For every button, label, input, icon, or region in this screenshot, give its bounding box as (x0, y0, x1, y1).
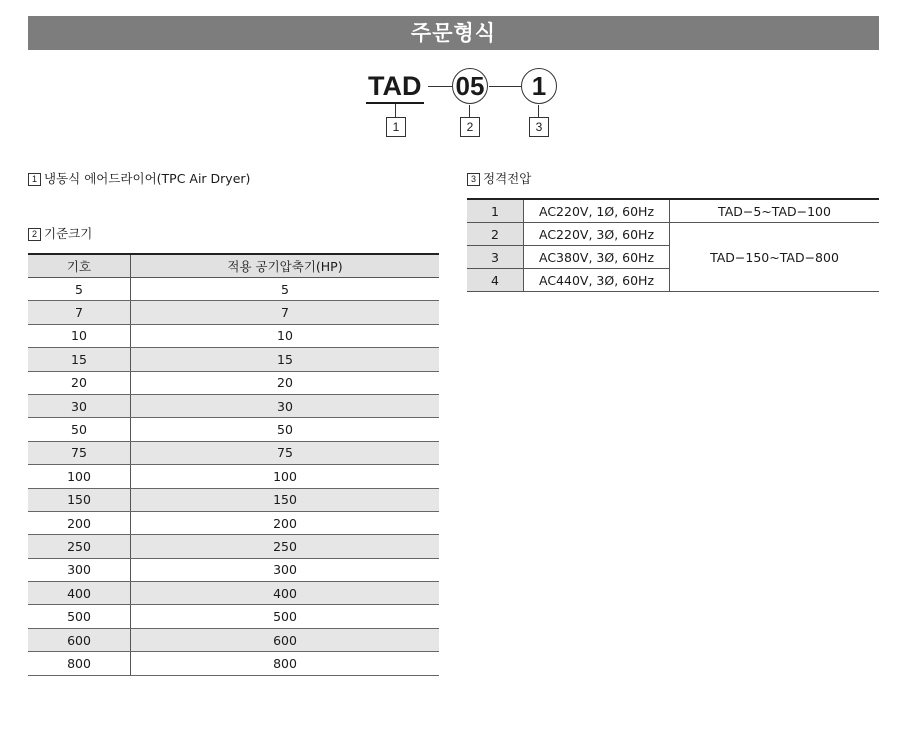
table-row (28, 278, 439, 301)
table-row (28, 371, 439, 394)
size-hp-cell: 10 (131, 324, 440, 347)
section3-number: 3 (467, 173, 480, 186)
section2-number: 2 (28, 228, 41, 241)
size-hp-cell: 500 (131, 605, 440, 628)
page-title: 주문형식 (28, 16, 879, 50)
code-marker-1: 1 (386, 117, 406, 137)
size-hp-cell: 7 (131, 301, 440, 324)
code-connector-1 (395, 104, 396, 117)
voltage-model-range: TAD−150~TAD−800 (670, 223, 880, 292)
table-row (28, 418, 439, 441)
section1-number: 1 (28, 173, 41, 186)
size-code-cell: 400 (28, 582, 131, 605)
size-code-cell: 5 (28, 278, 131, 301)
table-row (28, 301, 439, 324)
size-code-cell: 250 (28, 535, 131, 558)
voltage-code: 1 (467, 199, 524, 223)
table-row (28, 394, 439, 417)
table-row (28, 511, 439, 534)
section3-label (467, 171, 531, 187)
code-connector-2 (469, 105, 470, 117)
code-size-circle: 05 (452, 68, 488, 104)
code-connector-3 (538, 105, 539, 117)
size-code-cell: 20 (28, 371, 131, 394)
table-row (28, 488, 439, 511)
size-header-hp: 적용 공기압축기(HP) (131, 254, 440, 278)
size-hp-cell: 50 (131, 418, 440, 441)
code-marker-3: 3 (529, 117, 549, 137)
code-dash-2 (489, 86, 521, 87)
size-code-cell: 600 (28, 628, 131, 651)
size-hp-cell: 600 (131, 628, 440, 651)
order-code-diagram (0, 0, 903, 140)
size-hp-cell: 200 (131, 511, 440, 534)
voltage-value: AC440V, 3Ø, 60Hz (524, 269, 670, 292)
size-hp-cell: 300 (131, 558, 440, 581)
voltage-model-range: TAD−5~TAD−100 (670, 199, 880, 223)
code-voltage-circle: 1 (521, 68, 557, 104)
table-row (28, 535, 439, 558)
section3-text: 정격전압 (483, 171, 532, 186)
size-table-header (28, 254, 439, 278)
size-code-cell: 150 (28, 488, 131, 511)
code-marker-2: 2 (460, 117, 480, 137)
table-row (28, 324, 439, 347)
size-hp-cell: 75 (131, 441, 440, 464)
size-hp-cell: 250 (131, 535, 440, 558)
size-code-cell: 800 (28, 652, 131, 675)
table-row (28, 628, 439, 651)
table-row (28, 441, 439, 464)
size-code-cell: 10 (28, 324, 131, 347)
voltage-value: AC220V, 1Ø, 60Hz (524, 199, 670, 223)
table-row (28, 348, 439, 371)
size-code-cell: 200 (28, 511, 131, 534)
size-code-cell: 30 (28, 394, 131, 417)
voltage-code: 4 (467, 269, 524, 292)
size-code-cell: 100 (28, 465, 131, 488)
size-hp-cell: 400 (131, 582, 440, 605)
size-hp-cell: 5 (131, 278, 440, 301)
table-row (28, 652, 439, 675)
size-header-code: 기호 (28, 254, 131, 278)
size-hp-cell: 100 (131, 465, 440, 488)
size-code-cell: 500 (28, 605, 131, 628)
table-row (467, 199, 879, 223)
table-row (28, 465, 439, 488)
table-row (28, 605, 439, 628)
table-row (28, 558, 439, 581)
section1-label (28, 171, 250, 187)
voltage-table (467, 198, 879, 292)
size-hp-cell: 150 (131, 488, 440, 511)
size-code-cell: 300 (28, 558, 131, 581)
size-hp-cell: 30 (131, 394, 440, 417)
size-code-cell: 15 (28, 348, 131, 371)
code-dash-1 (428, 86, 452, 87)
size-code-cell: 75 (28, 441, 131, 464)
size-table (28, 253, 439, 676)
table-row (467, 223, 879, 246)
voltage-value: AC220V, 3Ø, 60Hz (524, 223, 670, 246)
voltage-value: AC380V, 3Ø, 60Hz (524, 246, 670, 269)
code-prefix: TAD (366, 70, 424, 104)
size-code-cell: 7 (28, 301, 131, 324)
section2-text: 기준크기 (44, 226, 93, 241)
size-hp-cell: 800 (131, 652, 440, 675)
section2-label (28, 226, 92, 242)
size-hp-cell: 15 (131, 348, 440, 371)
size-code-cell: 50 (28, 418, 131, 441)
voltage-code: 2 (467, 223, 524, 246)
voltage-code: 3 (467, 246, 524, 269)
section1-text: 냉동식 에어드라이어(TPC Air Dryer) (44, 171, 251, 186)
table-row (28, 582, 439, 605)
size-hp-cell: 20 (131, 371, 440, 394)
